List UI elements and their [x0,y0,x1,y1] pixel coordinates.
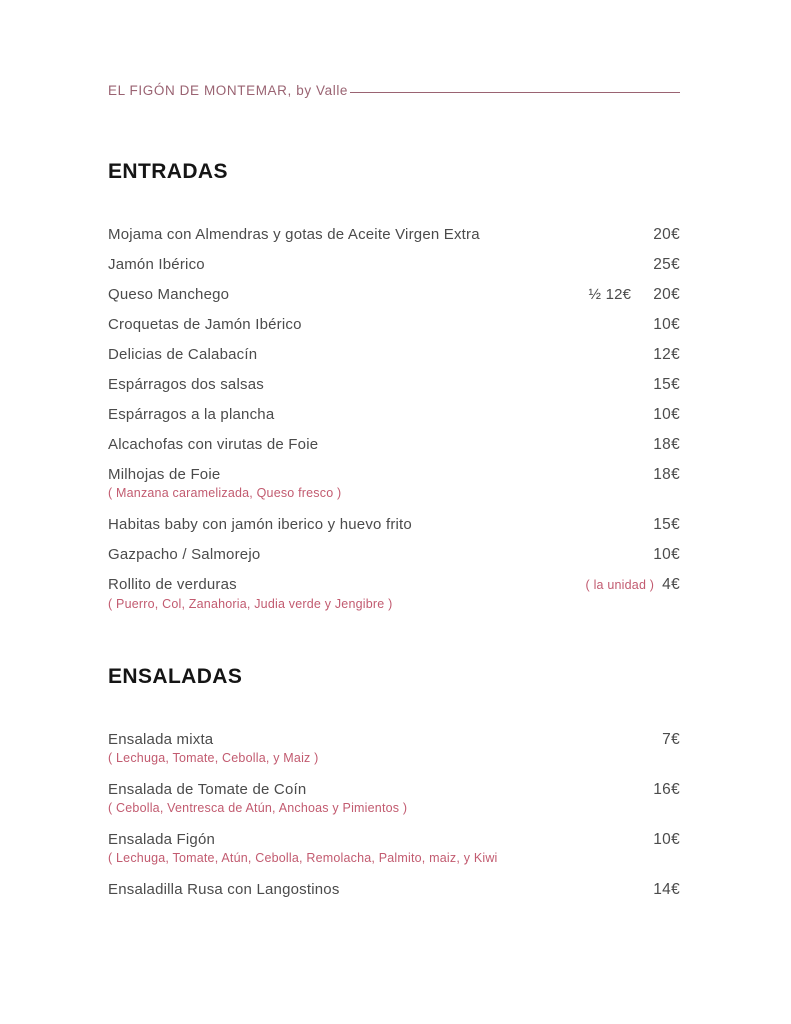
menu-item-price: 20€ [653,226,680,243]
menu-header [108,83,680,98]
menu-item-price: 14€ [653,881,680,898]
menu-item-pricing [653,881,680,898]
menu-item [108,466,680,500]
menu-item [108,781,680,815]
menu-item-pricing [653,376,680,393]
menu-item-price: 16€ [653,781,680,798]
menu-item-description: ( Lechuga, Tomate, Cebolla, y Maiz ) [108,751,319,765]
menu-item [108,831,680,865]
menu-item-name: Ensalada mixta [108,731,214,748]
menu-item-main [108,731,680,748]
menu-item-price: 10€ [653,316,680,333]
menu-section-entradas [108,160,680,611]
menu-item-pricing [589,286,680,303]
section-title: ENSALADAS [108,665,243,688]
menu-item-price: 4€ [662,576,680,593]
menu-item-description: ( Cebolla, Ventresca de Atún, Anchoas y Pimientos ) [108,801,408,815]
menu-item-price: 15€ [653,376,680,393]
menu-item-pricing [653,466,680,483]
menu-item-name: Mojama con Almendras y gotas de Aceite Virgen Extra [108,226,480,243]
menu-item [108,436,680,453]
menu-item-name: Delicias de Calabacín [108,346,258,363]
menu-item-pricing [653,226,680,243]
menu-item-description: ( Puerro, Col, Zanahoria, Judia verde y Jengibre ) [108,597,393,611]
menu-item-main [108,781,680,798]
menu-item-price: 18€ [653,436,680,453]
menu-item-main [108,831,680,848]
menu-item-price: 10€ [653,546,680,563]
menu-item-description: ( Lechuga, Tomate, Atún, Cebolla, Remolacha, Palmito, maiz, y Kiwi [108,851,498,865]
menu-item-price: 15€ [653,516,680,533]
menu-item-pricing [653,256,680,273]
menu-item-pricing [653,516,680,533]
menu-item [108,881,680,898]
menu-item-price: 10€ [653,831,680,848]
menu-item-main [108,436,680,453]
menu-item-pricing [653,316,680,333]
menu-item [108,316,680,333]
menu-item [108,406,680,423]
menu-item-main [108,546,680,563]
menu-item-name: Espárragos dos salsas [108,376,264,393]
menu-item-price: 7€ [662,731,680,748]
menu-item-pricing [653,346,680,363]
menu-item-name: Queso Manchego [108,286,230,303]
menu-item [108,731,680,765]
menu-item-name: Rollito de verduras [108,576,237,593]
menu-item-name: Habitas baby con jamón iberico y huevo frito [108,516,412,533]
section-items [108,226,680,611]
menu-item-main [108,406,680,423]
menu-item [108,376,680,393]
menu-item-price: 12€ [653,346,680,363]
menu-item-pricing [586,576,680,594]
menu-item-price: 20€ [653,286,680,303]
restaurant-title: EL FIGÓN DE MONTEMAR, by Valle [108,83,349,98]
menu-sections [108,160,680,898]
menu-item [108,576,680,611]
menu-item-main [108,256,680,273]
menu-item-name: Ensalada Figón [108,831,216,848]
menu-item-pricing [653,546,680,563]
menu-item-main [108,316,680,333]
menu-item-main [108,286,680,303]
menu-item-name: Gazpacho / Salmorejo [108,546,261,563]
menu-item-name: Espárragos a la plancha [108,406,275,423]
header-rule [350,92,680,93]
menu-section-ensaladas [108,665,680,898]
menu-item-name: Milhojas de Foie [108,466,221,483]
menu-item [108,546,680,563]
section-items [108,731,680,898]
menu-item-pricing [662,731,680,748]
menu-item-name: Ensaladilla Rusa con Langostinos [108,881,340,898]
menu-item-price: 18€ [653,466,680,483]
menu-item-note: ( la unidad ) [585,578,655,592]
menu-item-note: ½ 12€ [588,286,632,303]
section-title: ENTRADAS [108,160,228,183]
menu-item [108,516,680,533]
menu-item-price: 10€ [653,406,680,423]
menu-item-main [108,226,680,243]
menu-item-main [108,346,680,363]
menu-item-name: Ensalada de Tomate de Coín [108,781,307,798]
menu-item-main [108,576,680,594]
menu-item-main [108,466,680,483]
menu-item-pricing [653,781,680,798]
menu-item-main [108,881,680,898]
menu-item-main [108,516,680,533]
menu-item-pricing [653,831,680,848]
menu-item [108,256,680,273]
menu-item-pricing [653,406,680,423]
menu-item-description: ( Manzana caramelizada, Queso fresco ) [108,486,342,500]
menu-item-main [108,376,680,393]
menu-item [108,346,680,363]
menu-item-name: Jamón Ibérico [108,256,205,273]
menu-item [108,226,680,243]
menu-item-name: Alcachofas con virutas de Foie [108,436,319,453]
menu-item [108,286,680,303]
menu-item-pricing [653,436,680,453]
menu-item-price: 25€ [653,256,680,273]
menu-item-name: Croquetas de Jamón Ibérico [108,316,302,333]
